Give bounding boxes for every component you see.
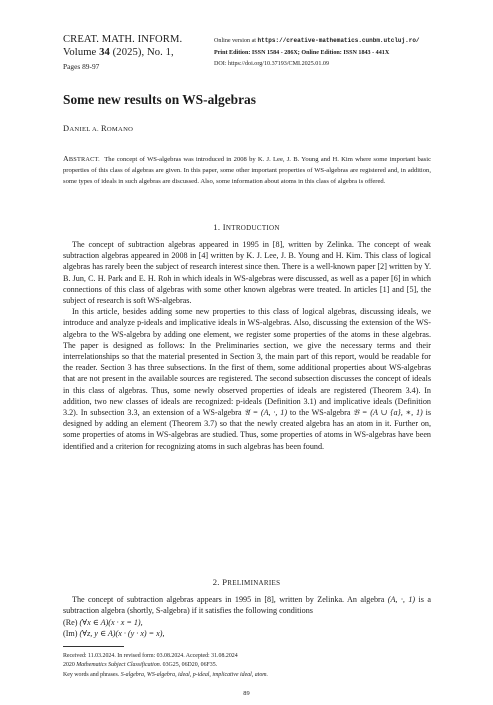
keywords-label: Key words and phrases. (63, 671, 121, 678)
condition-im-label: (Im) (63, 629, 78, 638)
condition-im (63, 628, 165, 639)
journal-header (63, 33, 213, 72)
condition-re-label: (Re) (63, 618, 78, 627)
abstract-label-rest: BSTRACT. (68, 156, 100, 163)
author-rest: ANIEL A. (69, 126, 101, 133)
footnote-rule (63, 646, 124, 647)
online-url[interactable]: https://creative-mathematics.cunbm.utcluj.ro/ (257, 37, 420, 44)
footnote-msc (63, 661, 431, 670)
section-number: 1. (213, 222, 223, 232)
msc-label: Mathematics Subject Classification. (76, 662, 162, 669)
introduction-body (63, 239, 431, 452)
volume-prefix: Volume (63, 47, 100, 58)
journal-volume (63, 46, 213, 59)
section-number: 2. (212, 577, 223, 587)
author-initial-2: R (100, 124, 107, 133)
section-heading-introduction (0, 222, 493, 232)
abstract-text: The concept of WS-algebras was introduced in 2008 by K. J. Lee, J. B. Young and H. Kim where some important basic properties of this class of algebras are given. In this paper, some other important properties of WS-algebras are registered and, in addition, some types of ideals in such algebras are discussed. Also, some information about atoms in this class of algebra is offered. (63, 156, 432, 185)
math-algebra-a: 𝔄 = (A, ·, 1) (244, 408, 288, 418)
abstract-label (63, 154, 100, 163)
intro-p2-text-b: to the WS-algebra (287, 408, 354, 418)
intro-paragraph-2 (63, 306, 431, 452)
keywords-list: S-algebra, WS-algebra, ideal, p-ideal, implicative ideal, atom. (120, 671, 268, 678)
msc-prefix: 2020 (63, 662, 77, 669)
issn-info: Print Edition: ISSN 1584 - 286X; Online Edition: ISSN 1843 - 441X (214, 49, 390, 56)
abstract (63, 154, 431, 188)
intro-p2-text-a: In this article, besides adding some new properties to this class of logical algebras, discussing ideals, we introduce and analyze p-ideals and implicative ideals in WS-algebras. Also, discussing the extension of the WS-algebra to the WS-algebra by adding one element, we register some properties of the atoms in these algebras. The paper is designed as follows: In the Preliminaries section, we give the necessary terms and their interrelationships so that the material presented in Section 3, the main part of this report, would be readable for the reader. Section 3 has three subsections. In the first of them, some additional properties about WS-algebras that are not present in the available sources are registered. The second subsection discusses the concept of ideals in this class of algebras. Thus, some newly observed properties of ideals are registered (Theorem 3.4). In addition, two new classes of ideals are recognized: p-ideals (Definition 3.1) and implicative ideals (Definition 3.2). In subsection 3.3, an extension of a WS-algebra (63, 307, 431, 418)
math-algebra-s: (A, ·, 1) (387, 595, 416, 604)
section-title-rest: NTRODUCTION (225, 224, 280, 232)
math-algebra-b: 𝔅 = (A ∪ {a}, ∗, 1) (353, 408, 423, 418)
author-initial: D (63, 124, 70, 133)
doi-link[interactable]: DOI: https://doi.org/10.37193/CMI.2025.01.09 (214, 61, 329, 67)
prelim-text-a: The concept of subtraction algebras appears in 1995 in [8], written by Zelinka. An algebra (72, 595, 388, 604)
footnote-received: Received: 11.03.2024. In revised form: 03.08.2024. Accepted: 31.08.2024 (63, 653, 238, 659)
section-title-rest: RELIMINARIES (227, 579, 281, 587)
prelim-text-b: is a subtraction algebra (shortly, S-algebra) if it satisfies the following conditions (63, 595, 431, 616)
author-name (63, 124, 133, 133)
online-version (214, 35, 476, 48)
section-initial: P (222, 577, 228, 587)
prelim-paragraph-1 (63, 594, 431, 616)
page-number: 89 (243, 690, 250, 697)
footnote-keywords (63, 671, 431, 680)
author-rest-2: OMANO (106, 126, 134, 133)
footnote (63, 652, 431, 680)
journal-name: CREAT. MATH. INFORM. (63, 34, 183, 45)
msc-codes: 03G25, 06D20, 06F35. (161, 662, 218, 669)
section-initial: I (222, 222, 226, 232)
preliminaries-body (63, 594, 431, 616)
volume-rest: (2025), No. 1, (109, 47, 174, 58)
paper-title: Some new results on WS-algebras (63, 92, 256, 107)
intro-paragraph-1: The concept of subtraction algebras appeared in 1995 in [8], written by Zelinka. The concept of weak subtraction algebras appeared in 2008 in [4] written by K. J. Lee, J. B. Young and H. Kim. This class of logical algebras has rarely been the subject of research interest since then. There is a well-known paper [2] written by Y. B. Jun, C. H. Park and E. H. Roh in which ideals in WS-algebras were discussed, as well as a paper [6] in which connections of this class of algebras with some other known algebras were treated. In articles [1] and [5], the subject of research is soft WS-algebras. (63, 240, 431, 306)
condition-im-formula: (∀z, y ∈ A)(x · (y · x) = x), (79, 629, 165, 638)
intro-p2-text-c: is designed by adding an element (Theorem 3.7) so that the newly created algebra has an atom in it. Further on, some properties of atoms in WS-algebras are studied. Thus, some properties of atoms in WS-algebras have been identified and a criterion for recognizing atoms in such algebras has been found. (63, 408, 432, 451)
abstract-label-initial: A (63, 154, 69, 163)
condition-re (63, 617, 143, 628)
section-heading-preliminaries (0, 577, 493, 587)
online-prefix: Online version at (214, 38, 258, 44)
condition-re-formula: (∀x ∈ A)(x · x = 1), (79, 618, 143, 627)
volume-number: 34 (99, 47, 110, 58)
journal-pages: Pages 89-97 (63, 62, 100, 71)
edition-info (214, 35, 476, 71)
